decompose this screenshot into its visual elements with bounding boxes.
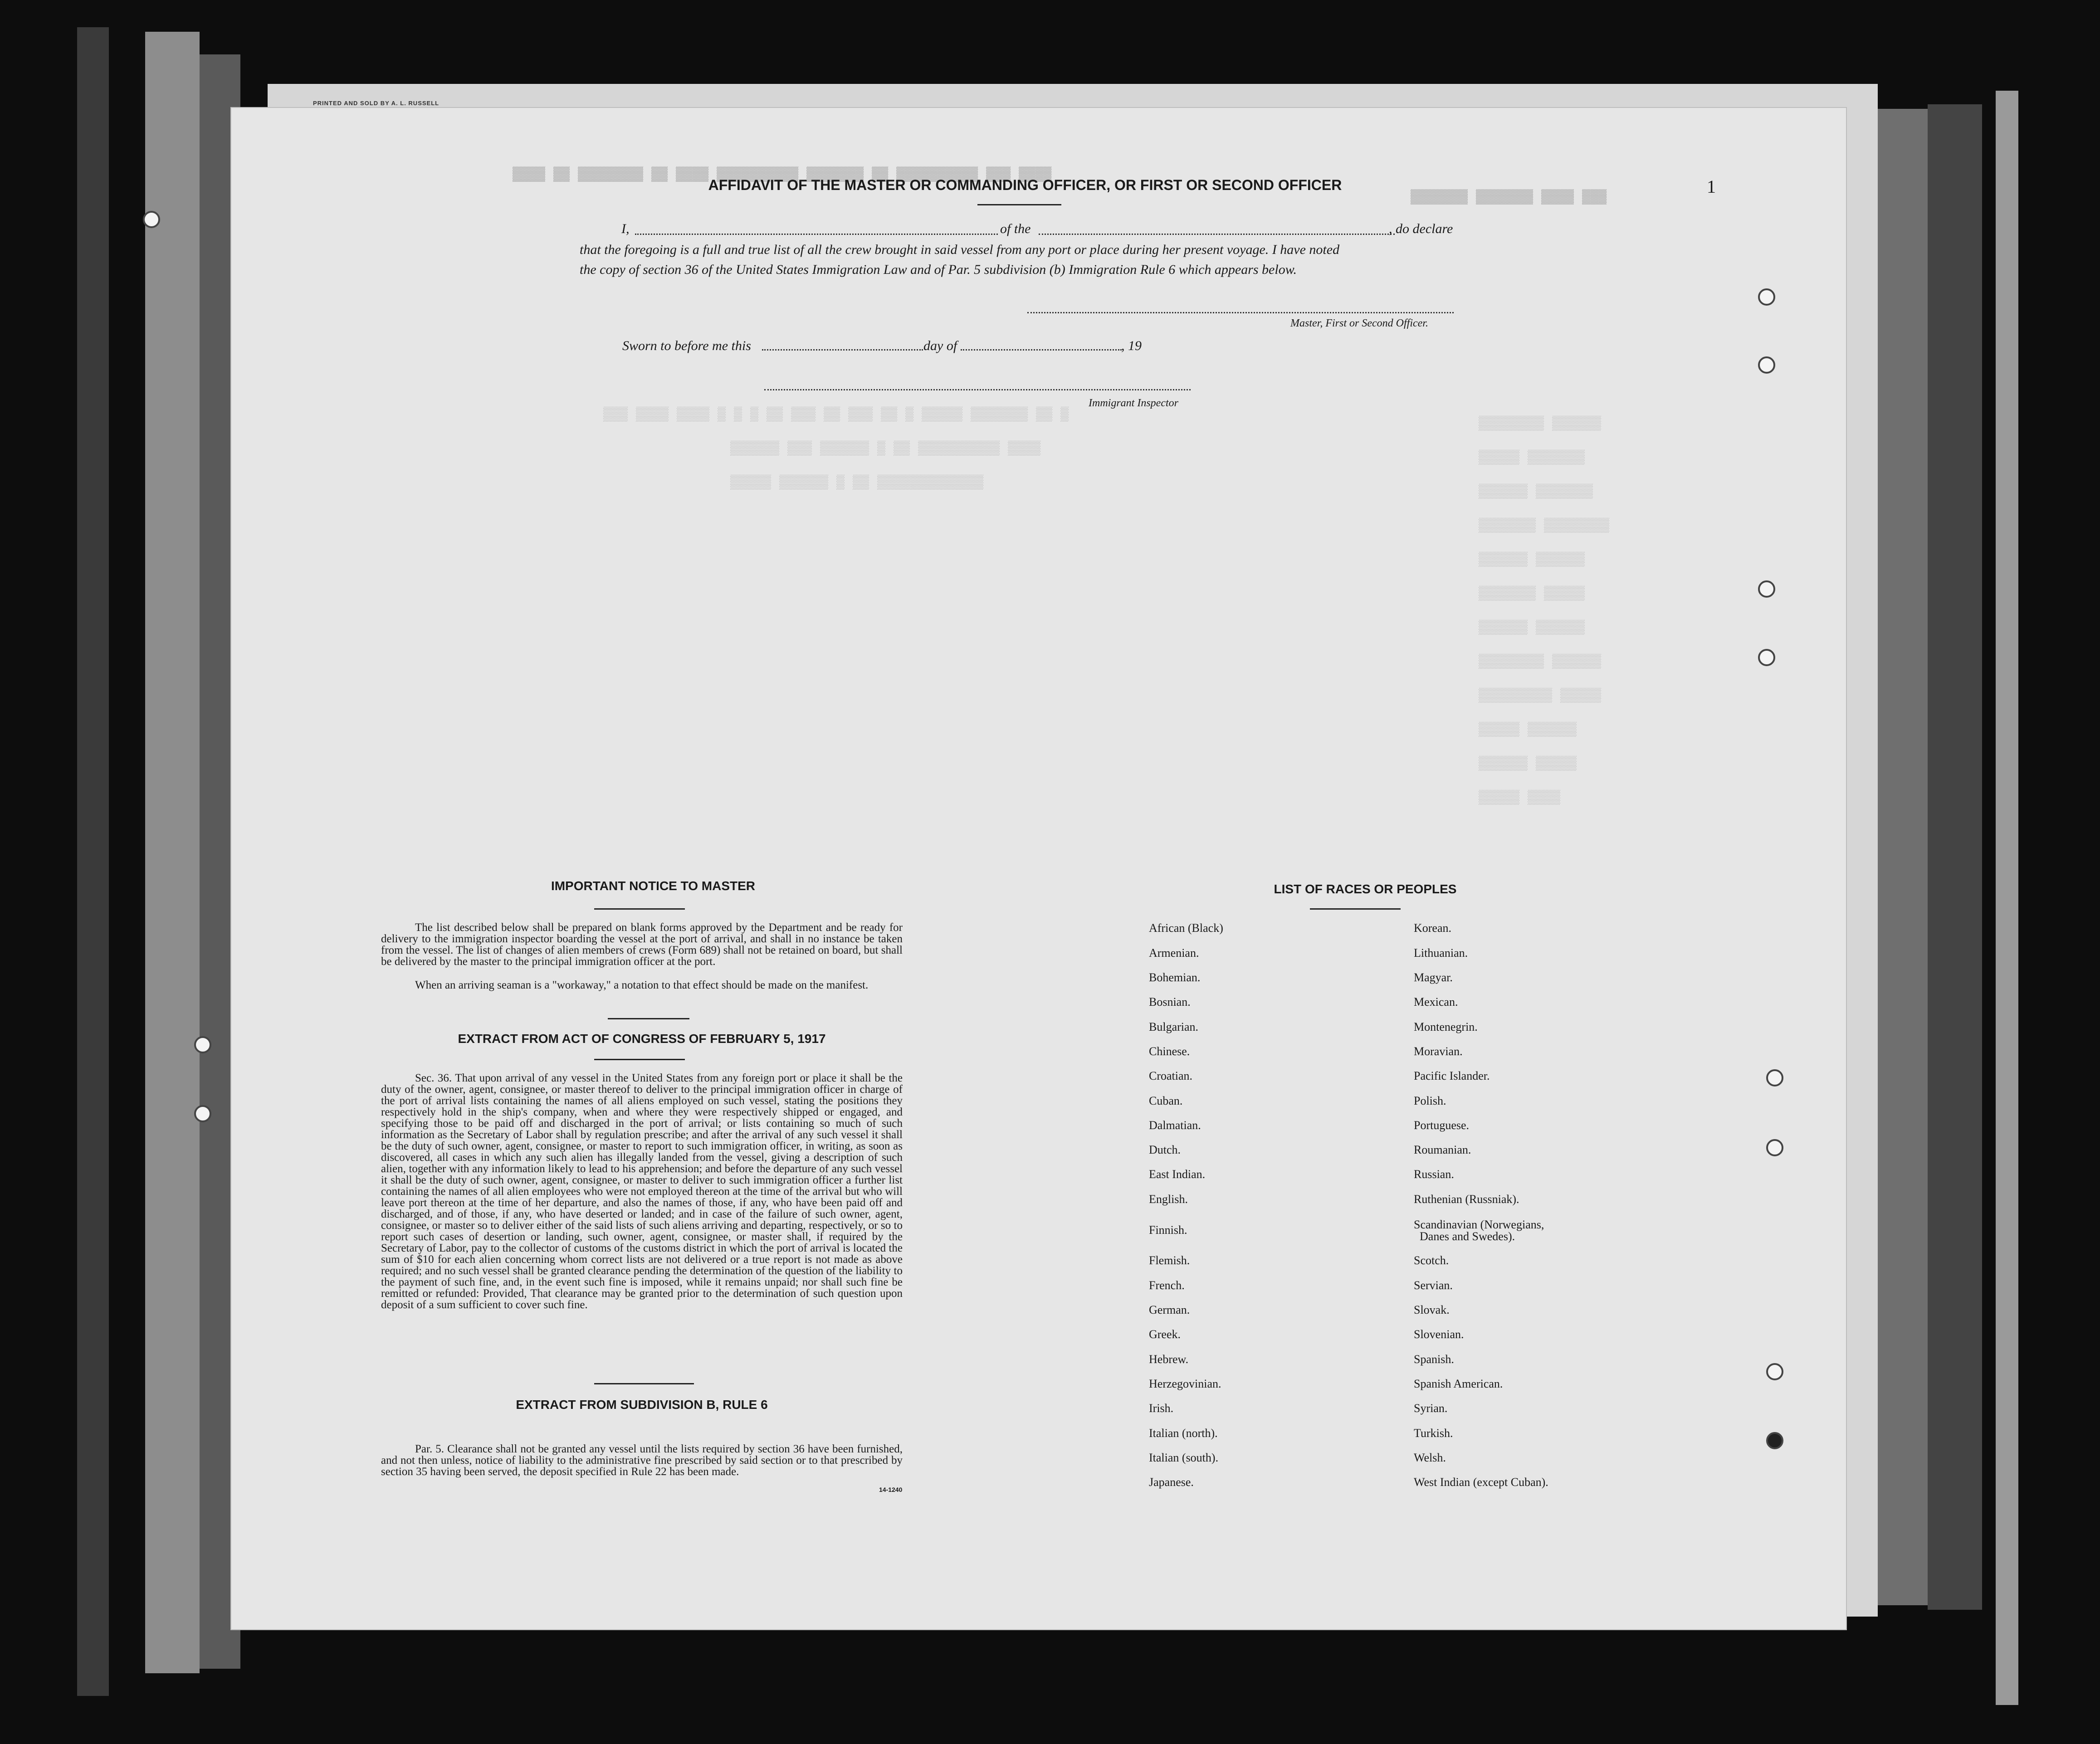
master-signature-line[interactable] [1027,312,1454,313]
race-item: Mexican. [1414,995,1458,1008]
affidavit-line1-prefix: I, [621,221,630,236]
race-item: African (Black) [1149,921,1223,935]
race-item: Cuban. [1149,1094,1183,1107]
inspector-signature-line[interactable] [764,389,1191,390]
race-item: Servian. [1414,1279,1453,1292]
race-item: Lithuanian. [1414,946,1468,960]
vessel-blank[interactable] [1039,234,1395,235]
race-item: Roumanian. [1414,1143,1471,1156]
notice-paragraph-2: When an arriving seaman is a "workaway," a notation to that effect should be made on the manifest. [415,979,869,991]
divider [608,1018,689,1019]
race-item: Slovenian. [1414,1328,1464,1341]
extract-act-title: EXTRACT FROM ACT OF CONGRESS OF FEBRUARY 5, 1917 [458,1032,826,1046]
race-item: Hebrew. [1149,1353,1189,1366]
extract-rule-text: Par. 5. Clearance shall not be granted any vessel until the lists required by section 36 have been furnished, and not then unless, notice of liability to the administrative fine prescribed by said section or to that prescribed by section 35 having been served, the deposit specified in Rule 22 has been made. [381,1443,903,1478]
binder-hole [1758,356,1775,374]
binder-hole [1758,580,1775,598]
scan-edge-left [77,27,109,1696]
race-item: Armenian. [1149,946,1199,960]
race-item: Montenegrin. [1414,1020,1478,1033]
race-item: Irish. [1149,1402,1174,1415]
race-item: Moravian. [1414,1045,1463,1058]
binder-hole [1758,288,1775,306]
binder-hole [1766,1363,1783,1380]
race-item: Dalmatian. [1149,1119,1201,1132]
race-item: Ruthenian (Russniak). [1414,1193,1519,1206]
race-item: Welsh. [1414,1451,1446,1464]
race-item: Korean. [1414,921,1452,935]
underlying-sheet-left [145,32,200,1673]
sworn-prefix: Sworn to before me this [622,338,751,353]
bleed-through: ▓▓▓▓ ▓▓ ▓▓▓▓▓▓▓▓ ▓▓ ▓▓▓▓ ▓▓▓▓▓▓▓▓▓▓ ▓▓▓▓▓▓▓ ▓▓ ▓▓▓▓▓▓▓▓▓▓ ▓▓▓ ▓▓▓▓ [513,167,1052,182]
bleed-through: ▒▒▒▒▒▒▒ ▒▒▒▒▒▒▒▒ [1479,518,1610,534]
race-item: French. [1149,1279,1185,1292]
race-item: Herzegovinian. [1149,1377,1221,1390]
printer-imprint: PRINTED AND SOLD BY A. L. RUSSELL [313,100,440,107]
race-item: Scandinavian (Norwegians, Danes and Swedes). [1414,1218,1544,1243]
bleed-through: ▒▒▒▒▒ ▒▒▒▒▒▒▒ [1479,450,1585,466]
page-number: 1 [1707,176,1716,197]
bleed-through: ▓▓▓▓▓▓▓ ▓▓▓▓▓▓▓ ▓▓▓▓ ▓▓▓ [1411,190,1607,205]
form-number: 14-1240 [879,1486,903,1493]
binder-hole [143,211,160,228]
race-item: Syrian. [1414,1402,1448,1415]
divider [1310,908,1401,910]
race-item: Pacific Islander. [1414,1069,1490,1082]
race-item: Turkish. [1414,1427,1453,1440]
race-item: Croatian. [1149,1069,1193,1082]
race-item: Italian (south). [1149,1451,1219,1464]
master-signature-label: Master, First or Second Officer. [1290,317,1428,329]
affidavit-line3: the copy of section 36 of the United States Immigration Law and of Par. 5 subdivision (b) Immigration Rule 6 which appears below. [580,262,1297,277]
sworn-day-blank[interactable] [762,349,923,351]
affidavit-line1-mid: of the [1000,221,1031,236]
races-title: LIST OF RACES OR PEOPLES [1274,882,1457,896]
bleed-through: ▒▒▒▒▒ ▒▒▒▒▒▒ [1479,722,1577,738]
binder-hole [1766,1069,1783,1086]
race-item: Bosnian. [1149,995,1191,1008]
race-item: English. [1149,1193,1188,1206]
bleed-through: ▒▒▒▒▒ ▒▒▒▒ [1479,790,1561,806]
race-item: Finnish. [1149,1223,1187,1237]
divider [594,1059,685,1060]
divider [594,1383,694,1384]
race-item: Dutch. [1149,1143,1181,1156]
binder-hole [1758,649,1775,666]
bleed-through: ▒▒▒▒▒ ▒▒▒▒▒▒ ▒ ▒▒ ▒▒▒▒▒▒▒▒▒▒▒▒▒ [730,475,984,491]
race-item: Polish. [1414,1094,1446,1107]
binder-hole [194,1036,211,1053]
race-item: Scotch. [1414,1254,1449,1267]
binder-hole [1766,1139,1783,1156]
bleed-through: ▒▒▒▒▒▒ ▒▒▒ ▒▒▒▒▒▒ ▒ ▒▒ ▒▒▒▒▒▒▒▒▒▒ ▒▒▒▒ [730,441,1041,457]
extract-rule-title: EXTRACT FROM SUBDIVISION B, RULE 6 [516,1398,768,1412]
race-item: Spanish American. [1414,1377,1503,1390]
race-item: Flemish. [1149,1254,1190,1267]
race-item: Russian. [1414,1168,1454,1181]
divider [594,908,685,910]
notice-paragraph-1: The list described below shall be prepared on blank forms approved by the Department and be ready for delivery to the immigration inspector boarding the vessel at the port of arrival, and shall in no instance be taken from the vessel. The list of changes of alien members of crews (Form 689) shall not be retained on board, but shall be delivered by the master to the principal immigration officer at the port. [381,921,903,968]
affidavit-title: AFFIDAVIT OF THE MASTER OR COMMANDING OFFICER, OR FIRST OR SECOND OFFICER [708,177,1342,193]
race-item: Portuguese. [1414,1119,1470,1132]
bleed-through: ▒▒▒▒▒▒▒▒▒ ▒▒▒▒▒ [1479,688,1602,704]
notice-title: IMPORTANT NOTICE TO MASTER [551,879,756,893]
sworn-month-blank[interactable] [961,349,1122,351]
race-item: Magyar. [1414,971,1453,984]
bleed-through: ▒▒▒▒▒▒▒▒ ▒▒▒▒▒▒ [1479,416,1602,432]
scan-edge-right [1996,91,2018,1705]
bleed-through: ▒▒▒▒▒▒▒ ▒▒▒▒▒ [1479,586,1585,602]
race-item: East Indian. [1149,1168,1206,1181]
divider [977,204,1061,205]
race-item: Japanese. [1149,1476,1194,1489]
sworn-mid: day of [923,338,957,353]
race-item: Greek. [1149,1328,1181,1341]
race-item: Chinese. [1149,1045,1190,1058]
sworn-suffix: , 19 [1121,338,1142,353]
binder-hole [194,1105,211,1122]
affidavit-line1-suffix: , do declare [1389,221,1453,236]
race-item: Spanish. [1414,1353,1454,1366]
race-item: West Indian (except Cuban). [1414,1476,1548,1489]
bleed-through: ▒▒▒▒▒▒ ▒▒▒▒▒▒ [1479,620,1585,636]
race-item: Italian (north). [1149,1427,1218,1440]
bleed-through: ▒▒▒ ▒▒▒▒ ▒▒▒▒ ▒ ▒ ▒ ▒▒ ▒▒▒ ▒▒ ▒▒▒ ▒▒ ▒ ▒▒▒▒▒ ▒▒▒▒▒▒▒ ▒▒ ▒ [603,407,1069,423]
inspector-label: Immigrant Inspector [1089,397,1178,409]
extract-act-text: Sec. 36. That upon arrival of any vessel in the United States from any foreign port or place it shall be the duty of the owner, agent, consignee, or master thereof to deliver to the principal immigration officer in charge of the port of arrival lists containing the names of all aliens employed on such vessel, stating the positions they respectively hold in the ship's company, when and where they were respectively shipped or engaged, and specifying those to be paid off and discharged in the port of arrival; or lists containing so much of such information as the Secretary of Labor shall by regulation prescribe; and after the arrival of any such vessel it shall be the duty of such owner, agent, consignee, or master to report to such immigration officer, in writing, as soon as discovered, all cases in which any such alien has illegally landed from the vessel, giving a description of such alien, together with any information likely to lead to his apprehension; and before the departure of any such vessel it shall be the duty of such owner, agent, consignee, or master to deliver to such immigration officer a further list containing the names of all alien employees who were not employed thereon at the time of the arrival but who will leave port thereon at the time of her departure, and also the names of those, if any, who have been paid off and discharged, and of those, if any, who have deserted or landed; and in case of the failure of such owner, agent, consignee, or master so to deliver either of the said lists of such aliens arriving and departing, respectively, or so to report such cases of desertion or landing, such owner, agent, consignee, or master shall, if required by the Secretary of Labor, pay to the collector of customs of the customs district in which the port of arrival is located the sum of $10 for each alien concerning whom correct lists are not delivered or a true report is not made as above required; and no such vessel shall be granted clearance pending the determination of the question of the liability to the payment of such fine, and, in the event such fine is imposed, while it remains unpaid; nor shall such fine be remitted or refunded: Provided, That clearance may be granted prior to the determination of such question upon deposit of a sum sufficient to cover such fine. [381,1072,903,1311]
underlying-sheet-right-shadow [1928,104,1982,1610]
bleed-through: ▒▒▒▒▒▒ ▒▒▒▒▒▒ [1479,552,1585,568]
race-item: Bulgarian. [1149,1020,1199,1033]
binder-hole [1766,1432,1783,1449]
bleed-through: ▒▒▒▒▒▒ ▒▒▒▒▒▒▒ [1479,484,1593,500]
affidavit-line2: that the foregoing is a full and true list of all the crew brought in said vessel from any port or place during her present voyage. I have noted [580,242,1340,257]
race-item: Bohemian. [1149,971,1201,984]
bleed-through: ▒▒▒▒▒▒ ▒▒▒▒▒ [1479,756,1577,772]
race-item: German. [1149,1303,1190,1316]
race-item: Slovak. [1414,1303,1450,1316]
name-blank[interactable] [635,234,998,235]
bleed-through: ▒▒▒▒▒▒▒▒ ▒▒▒▒▒▒ [1479,654,1602,670]
